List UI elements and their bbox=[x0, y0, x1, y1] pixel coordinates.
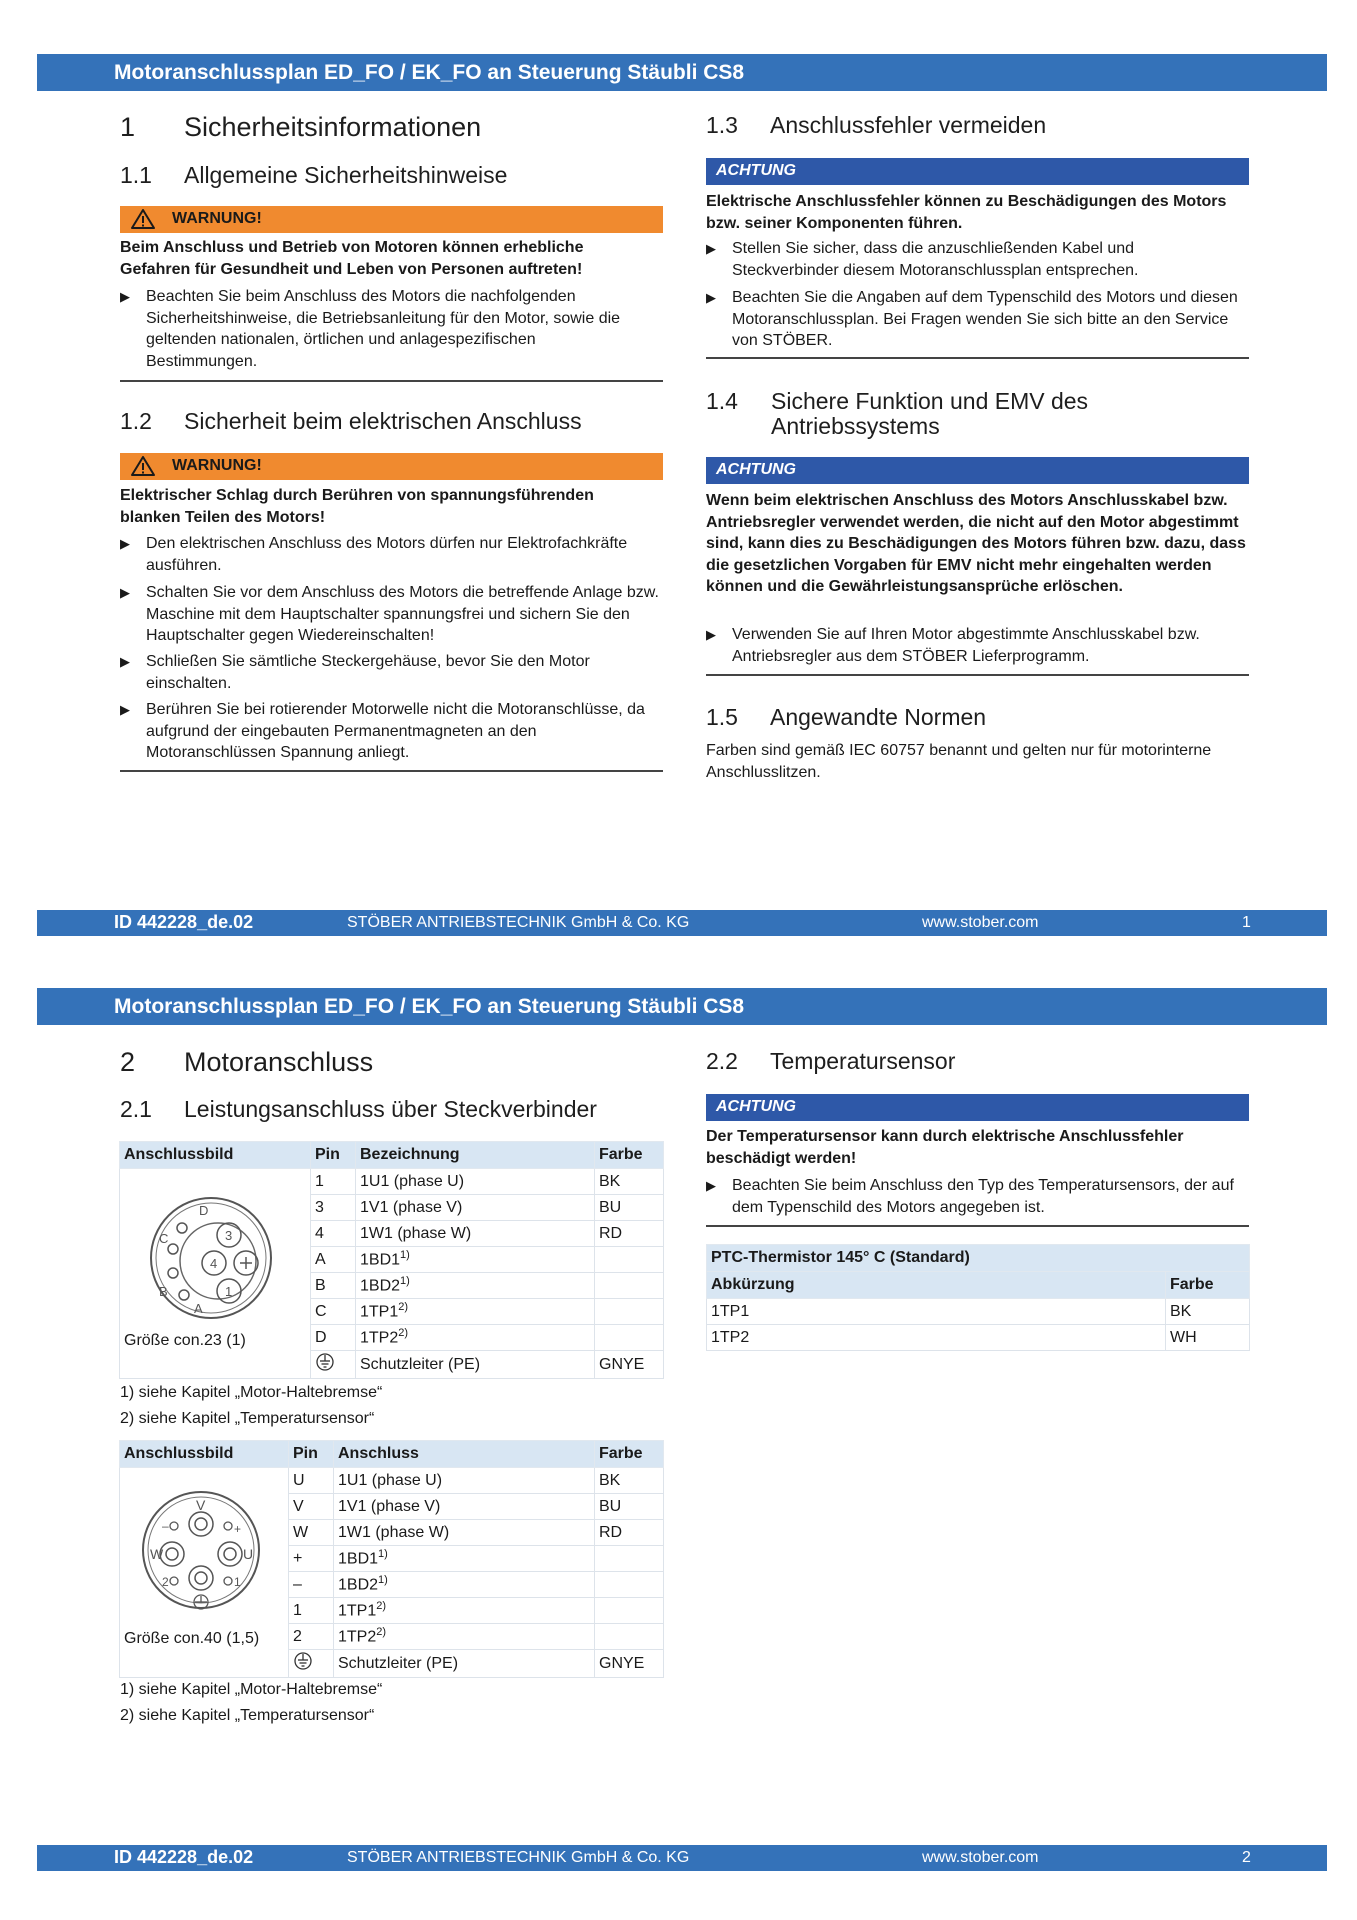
pin-cell: 1 bbox=[311, 1169, 356, 1195]
name-cell: Schutzleiter (PE) bbox=[356, 1351, 595, 1379]
name-cell: 1TP2$^{2)}$ bbox=[334, 1624, 595, 1650]
pin-label: D bbox=[199, 1203, 209, 1218]
color-cell bbox=[595, 1624, 664, 1650]
section-number: 1.1 bbox=[120, 162, 152, 188]
column-header: Farbe bbox=[1166, 1272, 1250, 1299]
bullet-arrow-icon: ▶ bbox=[706, 290, 716, 305]
section-1-heading bbox=[120, 112, 481, 143]
section-number: 1 bbox=[120, 112, 136, 142]
color-cell bbox=[595, 1598, 664, 1624]
page1-footer-bar bbox=[37, 910, 1327, 936]
pin-label: 1 bbox=[234, 1575, 241, 1589]
color-cell: BK bbox=[595, 1169, 664, 1195]
pin-label: 3 bbox=[225, 1228, 233, 1243]
section-number: 2.1 bbox=[120, 1096, 152, 1122]
pin-label: 1 bbox=[225, 1284, 233, 1299]
divider bbox=[120, 770, 663, 772]
list-item: ▶ Beachten Sie beim Anschluss des Motors die nachfolgenden Sicherheitshinweise, die Betriebsanleitung für den Motor, sowie die geltenden nationalen, örtlichen und anlagespezifischen Bestimmungen. bbox=[120, 288, 621, 370]
table-row bbox=[707, 1299, 1250, 1325]
color-cell: RD bbox=[595, 1221, 664, 1247]
abbr-cell: 1TP1 bbox=[707, 1299, 1166, 1325]
header-title: Motoranschlussplan ED_FO / EK_FO an Steuerung Stäubli CS8 bbox=[114, 61, 745, 84]
color-cell bbox=[595, 1546, 664, 1572]
pin-cell: U bbox=[289, 1468, 334, 1494]
page2-header-bar bbox=[37, 988, 1327, 1025]
pin-cell: B bbox=[311, 1273, 356, 1299]
pin-cell: + bbox=[289, 1546, 334, 1572]
abbr-cell: 1TP2 bbox=[707, 1325, 1166, 1351]
connector-image-cell bbox=[120, 1468, 289, 1678]
pin-label: A bbox=[194, 1301, 203, 1316]
name-cell: 1BD1$^{1)}$ bbox=[334, 1546, 595, 1572]
section-1-5-heading bbox=[706, 705, 986, 730]
pin-label: – bbox=[162, 1519, 169, 1533]
column-header: Anschluss bbox=[334, 1441, 595, 1468]
table-title-row bbox=[707, 1245, 1250, 1272]
pin-label: B bbox=[159, 1284, 168, 1299]
warning-banner bbox=[120, 206, 663, 233]
pin-cell: 3 bbox=[311, 1195, 356, 1221]
name-cell: Schutzleiter (PE) bbox=[334, 1650, 595, 1678]
document-id: ID 442228_de.02 bbox=[114, 1847, 254, 1867]
pin-cell: C bbox=[311, 1299, 356, 1325]
connector-con23-diagram bbox=[146, 1193, 276, 1323]
name-cell: 1V1 (phase V) bbox=[356, 1195, 595, 1221]
name-cell: 1TP1$^{2)}$ bbox=[356, 1299, 595, 1325]
column-header: Farbe bbox=[595, 1441, 664, 1468]
color-cell bbox=[595, 1247, 664, 1273]
name-cell: 1BD2$^{1)}$ bbox=[334, 1572, 595, 1598]
warning-label: WARNUNG! bbox=[172, 457, 262, 474]
list-item: ▶ Stellen Sie sicher, dass die anzuschließenden Kabel und Steckverbinder diesem Motoranschlussplan entsprechen. bbox=[706, 240, 1139, 279]
section-number: 1.3 bbox=[706, 112, 738, 138]
warning-label: WARNUNG! bbox=[172, 210, 262, 227]
color-cell: BK bbox=[1166, 1299, 1250, 1325]
bullet-arrow-icon: ▶ bbox=[706, 627, 716, 642]
pin-cell: – bbox=[289, 1572, 334, 1598]
notice-label: ACHTUNG bbox=[716, 162, 796, 179]
section-1-1-heading bbox=[120, 163, 507, 188]
color-cell: GNYE bbox=[595, 1351, 664, 1379]
company-name: STÖBER ANTRIEBSTECHNIK GmbH & Co. KG bbox=[347, 1849, 690, 1866]
table-header-row bbox=[707, 1272, 1250, 1299]
section-title: Sicherheitsinformationen bbox=[184, 112, 482, 142]
pin-label: W bbox=[150, 1546, 164, 1562]
bullet-arrow-icon: ▶ bbox=[120, 289, 130, 304]
name-cell: 1V1 (phase V) bbox=[334, 1494, 595, 1520]
divider bbox=[120, 380, 663, 382]
color-cell bbox=[595, 1572, 664, 1598]
bullet-arrow-icon: ▶ bbox=[706, 241, 716, 256]
connector-image-cell bbox=[120, 1169, 311, 1379]
column-header: Bezeichnung bbox=[356, 1142, 595, 1169]
pin-label: 4 bbox=[210, 1256, 218, 1271]
section-number: 2.2 bbox=[706, 1048, 738, 1074]
pin-label: C bbox=[159, 1231, 169, 1246]
notice-label: ACHTUNG bbox=[716, 461, 796, 478]
header-title: Motoranschlussplan ED_FO / EK_FO an Steuerung Stäubli CS8 bbox=[114, 995, 745, 1018]
notice-label: ACHTUNG bbox=[716, 1098, 796, 1115]
section-number: 1.2 bbox=[120, 408, 152, 434]
section-1-3-heading bbox=[706, 113, 1046, 138]
company-name: STÖBER ANTRIEBSTECHNIK GmbH & Co. KG bbox=[347, 914, 690, 931]
pin-cell: 4 bbox=[311, 1221, 356, 1247]
connector-size-label: Größe con.40 (1,5) bbox=[124, 1630, 260, 1647]
ground-symbol bbox=[240, 1257, 252, 1269]
column-header: Abkürzung bbox=[707, 1272, 1166, 1299]
table-header-row bbox=[120, 1142, 664, 1169]
divider bbox=[706, 357, 1249, 359]
notice-lead: Wenn beim elektrischen Anschluss des Motors Anschlusskabel bzw. Antriebsregler verwendet werden, die nicht auf den Motor abgestimmt sind, kann dies zu Beschädigungen des Motors führen bzw. dazu, dass die gesetzlichen Vorgaben für EMV nicht mehr eingehalten werden können und die Gewährleistungsansprüche erlöschen. bbox=[706, 492, 1246, 595]
column-header: Pin bbox=[289, 1441, 334, 1468]
section-title: Temperatursensor bbox=[770, 1048, 956, 1074]
warning-banner bbox=[120, 453, 663, 480]
section-number: 2 bbox=[120, 1047, 136, 1077]
section-number: 1.4 bbox=[706, 388, 738, 414]
connector-table-con40 bbox=[119, 1440, 664, 1678]
name-cell: 1TP2$^{2)}$ bbox=[356, 1325, 595, 1351]
color-cell bbox=[595, 1299, 664, 1325]
section-number: 1.5 bbox=[706, 704, 738, 730]
list-item: ▶ Verwenden Sie auf Ihren Motor abgestimmte Anschlusskabel bzw. Antriebsregler aus dem STÖBER Lieferprogramm. bbox=[706, 626, 1200, 665]
bullet-arrow-icon: ▶ bbox=[120, 654, 130, 669]
table-row bbox=[120, 1468, 664, 1494]
section-title: Allgemeine Sicherheitshinweise bbox=[184, 162, 508, 188]
pin-cell: 1 bbox=[289, 1598, 334, 1624]
pin-label: 2 bbox=[162, 1575, 169, 1589]
section-2-1-heading bbox=[120, 1097, 597, 1122]
table-row bbox=[120, 1169, 664, 1195]
footnote: 2) siehe Kapitel „Temperatursensor“ bbox=[120, 1410, 375, 1427]
footnote: 1) siehe Kapitel „Motor-Haltebremse“ bbox=[120, 1681, 383, 1698]
notice-lead: Elektrische Anschlussfehler können zu Beschädigungen des Motors bzw. seiner Komponenten führen. bbox=[706, 193, 1227, 232]
section-title: Sichere Funktion und EMV des Antriebssystems bbox=[771, 388, 1089, 439]
divider bbox=[706, 1225, 1249, 1227]
bullet-arrow-icon: ▶ bbox=[120, 536, 130, 551]
notice-lead: Der Temperatursensor kann durch elektrische Anschlussfehler beschädigt werden! bbox=[706, 1128, 1184, 1167]
color-cell bbox=[595, 1325, 664, 1351]
pin-cell: A bbox=[311, 1247, 356, 1273]
section-title: Sicherheit beim elektrischen Anschluss bbox=[184, 408, 582, 434]
pin-label: V bbox=[196, 1497, 206, 1513]
ground-symbol bbox=[194, 1595, 208, 1609]
notice-banner bbox=[706, 158, 1249, 185]
table-header-row bbox=[120, 1441, 664, 1468]
page-number: 2 bbox=[1242, 1849, 1251, 1866]
footnote: 2) siehe Kapitel „Temperatursensor“ bbox=[120, 1707, 375, 1724]
section-title: Leistungsanschluss über Steckverbinder bbox=[184, 1096, 597, 1122]
column-header: Pin bbox=[311, 1142, 356, 1169]
name-cell: 1U1 (phase U) bbox=[334, 1468, 595, 1494]
section-title: Anschlussfehler vermeiden bbox=[770, 112, 1047, 138]
name-cell: 1W1 (phase W) bbox=[334, 1520, 595, 1546]
connector-size-label: Größe con.23 (1) bbox=[124, 1332, 246, 1349]
name-cell: 1BD2$^{1)}$ bbox=[356, 1273, 595, 1299]
list-item: ▶ Schließen Sie sämtliche Steckergehäuse, bevor Sie den Motor einschalten. bbox=[120, 653, 590, 692]
column-header: Anschlussbild bbox=[120, 1142, 311, 1169]
pin-cell: V bbox=[289, 1494, 334, 1520]
list-item: ▶ Schalten Sie vor dem Anschluss des Motors die betreffende Anlage bzw. Maschine mit dem Hauptschalter spannungsfrei und sichern Sie den Hauptschalter gegen Wiedereinschalten! bbox=[120, 584, 659, 644]
name-cell: 1TP1$^{2)}$ bbox=[334, 1598, 595, 1624]
section-title: Motoranschluss bbox=[184, 1047, 374, 1077]
pin-cell: D bbox=[311, 1325, 356, 1351]
list-item: ▶ Beachten Sie beim Anschluss den Typ des Temperatursensors, der auf dem Typenschild des Motors angegeben ist. bbox=[706, 1177, 1234, 1216]
list-item: ▶ Berühren Sie bei rotierender Motorwelle nicht die Motoranschlüsse, da aufgrund der eingebauten Permanentmagneten an den Motoranschlüssen Spannung anliegt. bbox=[120, 701, 645, 761]
color-cell: RD bbox=[595, 1520, 664, 1546]
page-number: 1 bbox=[1242, 914, 1251, 931]
footnote: 1) siehe Kapitel „Motor-Haltebremse“ bbox=[120, 1384, 383, 1401]
color-cell: BK bbox=[595, 1468, 664, 1494]
section-2-2-heading bbox=[706, 1049, 955, 1074]
column-header: Anschlussbild bbox=[120, 1441, 289, 1468]
connector-table-con23 bbox=[119, 1141, 664, 1379]
color-cell: BU bbox=[595, 1494, 664, 1520]
warning-icon bbox=[130, 455, 156, 482]
section-title: Angewandte Normen bbox=[770, 704, 987, 730]
pin-cell bbox=[311, 1351, 356, 1379]
standards-text: Farben sind gemäß IEC 60757 benannt und gelten nur für motorinterne Anschlusslitzen. bbox=[706, 742, 1212, 781]
notice-banner bbox=[706, 1094, 1249, 1121]
page1-header-bar bbox=[37, 54, 1327, 91]
pin-cell: W bbox=[289, 1520, 334, 1546]
website-link[interactable]: www.stober.com bbox=[922, 914, 1039, 931]
column-header: Farbe bbox=[595, 1142, 664, 1169]
name-cell: 1U1 (phase U) bbox=[356, 1169, 595, 1195]
color-cell: BU bbox=[595, 1195, 664, 1221]
pin-label: U bbox=[243, 1546, 254, 1562]
page2-footer-bar bbox=[37, 1845, 1327, 1871]
protective-earth-icon bbox=[315, 1352, 335, 1372]
color-cell bbox=[595, 1273, 664, 1299]
section-2-heading bbox=[120, 1047, 373, 1078]
bullet-arrow-icon: ▶ bbox=[706, 1178, 716, 1193]
list-item: ▶ Den elektrischen Anschluss des Motors dürfen nur Elektrofachkräfte ausführen. bbox=[120, 535, 628, 574]
table-row bbox=[707, 1325, 1250, 1351]
bullet-arrow-icon: ▶ bbox=[120, 585, 130, 600]
notice-banner bbox=[706, 457, 1249, 484]
section-1-2-heading bbox=[120, 409, 582, 434]
pin-label: + bbox=[234, 1522, 242, 1536]
document-id: ID 442228_de.02 bbox=[114, 912, 254, 932]
section-1-4-heading bbox=[706, 389, 1226, 439]
bullet-arrow-icon: ▶ bbox=[120, 702, 130, 717]
warning-icon bbox=[130, 208, 156, 235]
table-title: PTC-Thermistor 145° C (Standard) bbox=[707, 1245, 1250, 1272]
divider bbox=[706, 674, 1249, 676]
pin-cell bbox=[289, 1650, 334, 1678]
color-cell: WH bbox=[1166, 1325, 1250, 1351]
list-item: ▶ Beachten Sie die Angaben auf dem Typenschild des Motors und diesen Motoranschlussplan. Bei Fragen wenden Sie sich bitte an den Service von STÖBER. bbox=[706, 289, 1238, 349]
website-link[interactable]: www.stober.com bbox=[922, 1849, 1039, 1866]
name-cell: 1BD1$^{1)}$ bbox=[356, 1247, 595, 1273]
warning-lead: Elektrischer Schlag durch Berühren von spannungsführenden blanken Teilen des Motors! bbox=[120, 487, 594, 526]
pin-cell: 2 bbox=[289, 1624, 334, 1650]
protective-earth-icon bbox=[293, 1651, 313, 1671]
connector-con40-diagram bbox=[136, 1488, 266, 1628]
warning-lead: Beim Anschluss und Betrieb von Motoren können erhebliche Gefahren für Gesundheit und Leben von Personen auftreten! bbox=[120, 239, 584, 278]
color-cell: GNYE bbox=[595, 1650, 664, 1678]
name-cell: 1W1 (phase W) bbox=[356, 1221, 595, 1247]
ptc-thermistor-table bbox=[706, 1244, 1250, 1351]
